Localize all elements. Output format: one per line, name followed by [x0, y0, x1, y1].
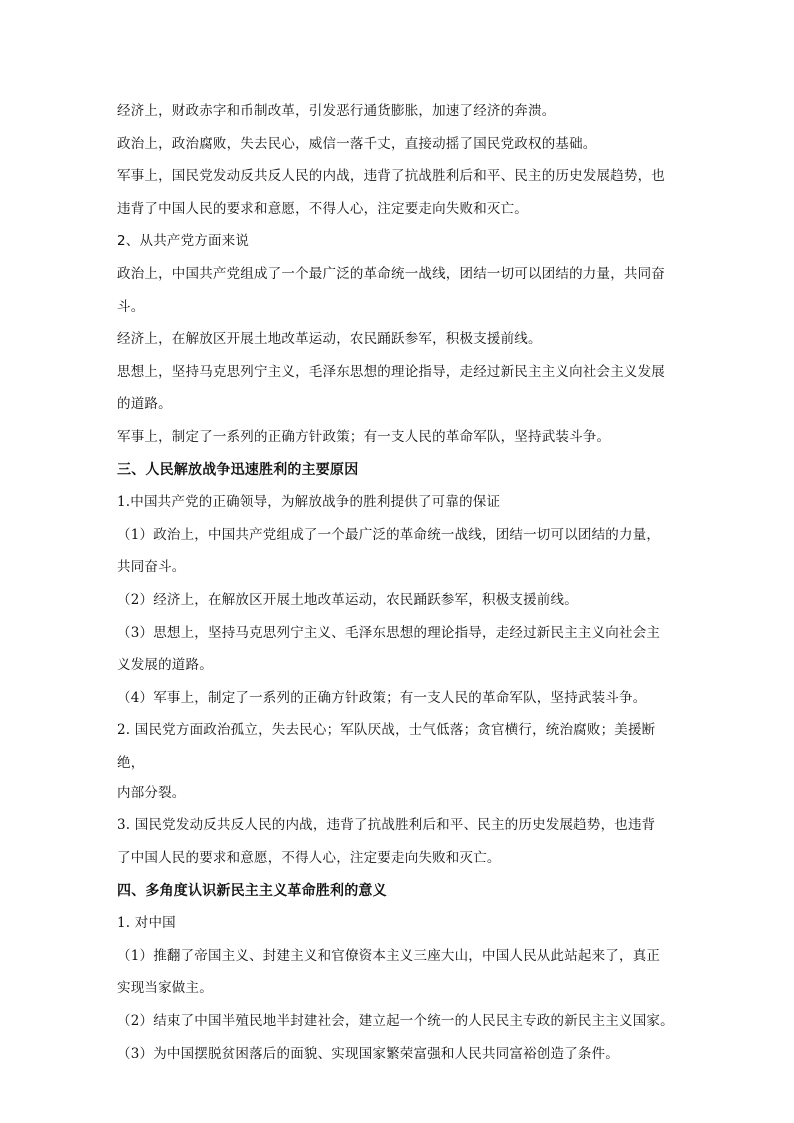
- text-line: 共同奋斗。: [117, 559, 186, 576]
- text-line: 军事上，国民党发动反共反人民的内战，违背了抗战胜利后和平、民主的历史发展趋势，也: [117, 168, 665, 185]
- text-line: （3）思想上，坚持马克思列宁主义、毛泽东思想的理论指导，走经过新民主主义向社会主: [117, 624, 661, 641]
- text-line: 3. 国民党发动反共反人民的内战，违背了抗战胜利后和平、民主的历史发展趋势，也违背: [117, 817, 656, 834]
- subsection-title: 2、从共产党方面来说: [117, 233, 250, 250]
- text-line: 义发展的道路。: [117, 657, 213, 674]
- text-line: 违背了中国人民的要求和意愿，不得人心，注定要走向失败和灭亡。: [117, 200, 528, 217]
- text-line: 内部分裂。: [117, 784, 186, 801]
- text-line: 1. 对中国: [117, 915, 176, 932]
- text-line: 斗。: [117, 298, 145, 315]
- text-line: 政治上，政治腐败，失去民心，威信一落千丈，直接动摇了国民党政权的基础。: [117, 135, 597, 152]
- text-line: 了中国人民的要求和意愿，不得人心，注定要走向失败和灭亡。: [117, 850, 501, 867]
- text-line: 1.中国共产党的正确领导，为解放战争的胜利提供了可靠的保证: [117, 494, 501, 511]
- text-line: 军事上，制定了一系列的正确方针政策；有一支人民的革命军队，坚持武装斗争。: [117, 428, 611, 445]
- text-line: （2）结束了中国半殖民地半封建社会，建立起一个统一的人民民主专政的新民主主义国家。: [117, 1013, 674, 1030]
- text-line: （4）军事上，制定了一系列的正确方针政策；有一支人民的革命军队，坚持武装斗争。: [117, 689, 647, 706]
- document-body: [117, 103, 677, 1078]
- text-line: （1）推翻了帝国主义、封建主义和官僚资本主义三座大山，中国人民从此站起来了，真正: [117, 947, 661, 964]
- text-line: 2. 国民党方面政治孤立，失去民心；军队厌战，士气低落；贪官横行，统治腐败；美援断: [117, 722, 656, 739]
- text-line: （1）政治上，中国共产党组成了一个最广泛的革命统一战线，团结一切可以团结的力量，: [117, 526, 661, 543]
- text-line: 思想上，坚持马克思列宁主义，毛泽东思想的理论指导，走经过新民主主义向社会主义发展: [117, 363, 665, 380]
- text-line: 政治上，中国共产党组成了一个最广泛的革命统一战线，团结一切可以团结的力量，共同奋: [117, 265, 665, 282]
- section-heading: 三、人民解放战争迅速胜利的主要原因: [117, 461, 359, 478]
- text-line: 经济上，财政赤字和币制改革，引发恶行通货膨胀，加速了经济的奔溃。: [117, 103, 556, 119]
- text-line: （3）为中国摆脱贫困落后的面貌、实现国家繁荣富强和人民共同富裕创造了条件。: [117, 1045, 619, 1062]
- text-line: 绝，: [117, 754, 145, 771]
- text-line: 的道路。: [117, 396, 172, 413]
- text-line: 实现当家做主。: [117, 980, 213, 997]
- text-line: 经济上，在解放区开展土地改革运动，农民踊跃参军，积极支援前线。: [117, 331, 542, 348]
- section-heading: 四、多角度认识新民主主义革命胜利的意义: [117, 882, 387, 899]
- text-line: （2）经济上，在解放区开展土地改革运动，农民踊跃参军，积极支援前线。: [117, 591, 578, 608]
